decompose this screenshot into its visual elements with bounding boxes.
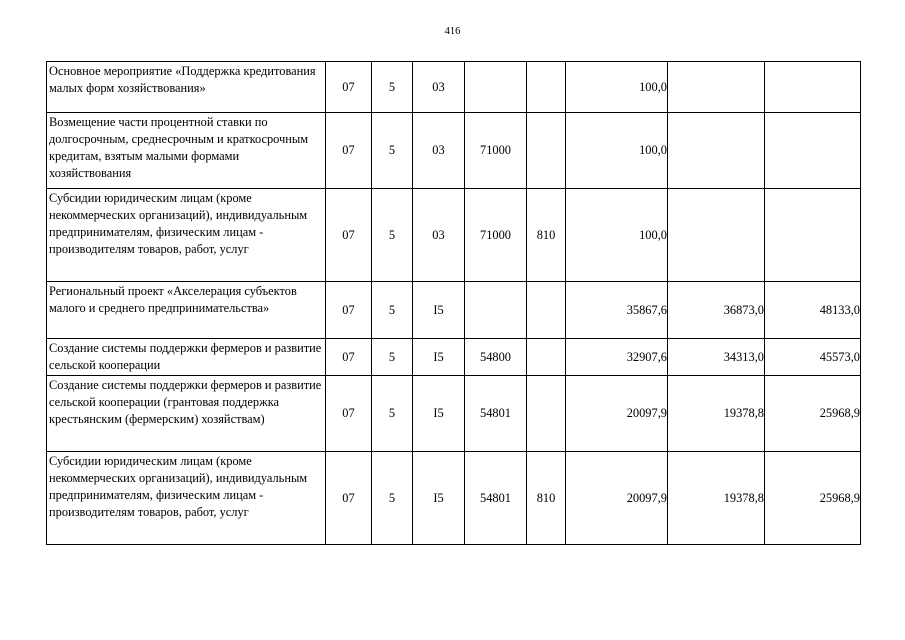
row-amount-year3: 25968,9 xyxy=(765,376,861,452)
row-name: Субсидии юридическим лицам (кроме некоммерческих организаций), индивидуальным предпринимателям, физическим лицам - производителям товаров, работ, услуг xyxy=(47,452,326,545)
row-subprogram-code: 5 xyxy=(372,376,413,452)
table-row xyxy=(47,189,861,282)
row-program-code: 07 xyxy=(326,452,372,545)
budget-table xyxy=(46,61,861,545)
row-measure-code: 03 xyxy=(413,113,465,189)
row-direction-code: 54800 xyxy=(465,339,527,376)
table-row xyxy=(47,452,861,545)
row-measure-code: 03 xyxy=(413,189,465,282)
row-expense-type-code xyxy=(527,282,566,339)
row-name: Создание системы поддержки фермеров и развитие сельской кооперации (грантовая поддержка крестьянским (фермерским) хозяйствам) xyxy=(47,376,326,452)
row-program-code: 07 xyxy=(326,376,372,452)
row-amount-year3: 48133,0 xyxy=(765,282,861,339)
row-direction-code xyxy=(465,282,527,339)
row-name: Основное мероприятие «Поддержка кредитования малых форм хозяйствования» xyxy=(47,62,326,113)
row-expense-type-code xyxy=(527,376,566,452)
row-direction-code: 71000 xyxy=(465,189,527,282)
row-program-code: 07 xyxy=(326,189,372,282)
row-subprogram-code: 5 xyxy=(372,62,413,113)
row-amount-year2 xyxy=(668,189,765,282)
row-amount-year2: 36873,0 xyxy=(668,282,765,339)
row-direction-code: 54801 xyxy=(465,376,527,452)
row-amount-year1: 32907,6 xyxy=(566,339,668,376)
row-subprogram-code: 5 xyxy=(372,282,413,339)
table-row xyxy=(47,339,861,376)
row-measure-code: I5 xyxy=(413,282,465,339)
row-amount-year2 xyxy=(668,62,765,113)
row-amount-year3 xyxy=(765,189,861,282)
row-amount-year1: 20097,9 xyxy=(566,376,668,452)
row-expense-type-code: 810 xyxy=(527,189,566,282)
row-name: Возмещение части процентной ставки по долгосрочным, среднесрочным и краткосрочным кредитам, взятым малыми формами хозяйствования xyxy=(47,113,326,189)
row-program-code: 07 xyxy=(326,339,372,376)
row-amount-year2: 34313,0 xyxy=(668,339,765,376)
row-program-code: 07 xyxy=(326,282,372,339)
row-name: Региональный проект «Акселерация субъектов малого и среднего предпринимательства» xyxy=(47,282,326,339)
row-expense-type-code xyxy=(527,339,566,376)
table-row xyxy=(47,113,861,189)
row-subprogram-code: 5 xyxy=(372,189,413,282)
row-expense-type-code xyxy=(527,62,566,113)
row-measure-code: I5 xyxy=(413,376,465,452)
row-expense-type-code: 810 xyxy=(527,452,566,545)
row-amount-year2: 19378,8 xyxy=(668,452,765,545)
row-amount-year2 xyxy=(668,113,765,189)
row-name: Субсидии юридическим лицам (кроме некоммерческих организаций), индивидуальным предпринимателям, физическим лицам - производителям товаров, работ, услуг xyxy=(47,189,326,282)
row-program-code: 07 xyxy=(326,62,372,113)
table-row xyxy=(47,282,861,339)
row-amount-year3 xyxy=(765,113,861,189)
row-amount-year1: 100,0 xyxy=(566,113,668,189)
row-amount-year3: 45573,0 xyxy=(765,339,861,376)
row-measure-code: I5 xyxy=(413,339,465,376)
row-direction-code: 54801 xyxy=(465,452,527,545)
row-measure-code: 03 xyxy=(413,62,465,113)
table-row xyxy=(47,376,861,452)
row-direction-code xyxy=(465,62,527,113)
row-amount-year1: 35867,6 xyxy=(566,282,668,339)
row-subprogram-code: 5 xyxy=(372,113,413,189)
row-amount-year2: 19378,8 xyxy=(668,376,765,452)
table-row xyxy=(47,62,861,113)
row-subprogram-code: 5 xyxy=(372,452,413,545)
row-direction-code: 71000 xyxy=(465,113,527,189)
page-number: 416 xyxy=(444,26,461,37)
row-subprogram-code: 5 xyxy=(372,339,413,376)
row-expense-type-code xyxy=(527,113,566,189)
row-measure-code: I5 xyxy=(413,452,465,545)
row-amount-year1: 100,0 xyxy=(566,189,668,282)
row-amount-year3: 25968,9 xyxy=(765,452,861,545)
row-amount-year3 xyxy=(765,62,861,113)
row-amount-year1: 100,0 xyxy=(566,62,668,113)
row-program-code: 07 xyxy=(326,113,372,189)
row-name: Создание системы поддержки фермеров и развитие сельской кооперации xyxy=(47,339,326,376)
row-amount-year1: 20097,9 xyxy=(566,452,668,545)
